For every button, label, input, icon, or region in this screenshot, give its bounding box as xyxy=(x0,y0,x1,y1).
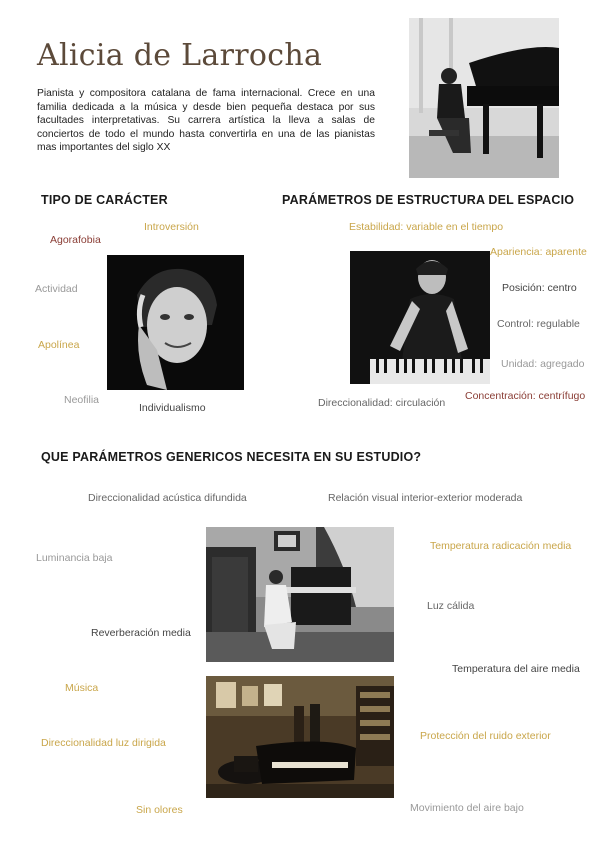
label-direccionalidad: Direccionalidad: circulación xyxy=(318,397,446,409)
label-proteccion-ruido: Protección del ruido exterior xyxy=(420,730,551,742)
label-agorafobia: Agorafobia xyxy=(50,234,101,246)
label-neofilia: Neofilia xyxy=(64,394,100,406)
label-direccionalidad-acustica: Direccionalidad acústica difundida xyxy=(88,492,247,504)
label-luz-calida: Luz cálida xyxy=(427,600,475,612)
photo-studio-grand-piano xyxy=(206,676,394,798)
label-apariencia: Apariencia: aparente xyxy=(490,246,587,258)
label-control: Control: regulable xyxy=(497,318,580,330)
photo-pianist-playing xyxy=(350,251,490,384)
label-luminancia: Luminancia baja xyxy=(36,552,113,564)
photo-studio-upright-piano xyxy=(206,527,394,662)
label-apolinea: Apolínea xyxy=(38,339,80,351)
label-individualismo: Individualismo xyxy=(139,402,206,414)
biography-text: Pianista y compositora catalana de fama internacional. Crece en una familia dedicada a la música y desde bien pequeña destaca por sus facultades interpretativas. Su carrera artística la lleva a salas de conciertos de todo el mundo hasta convertirla en una de las pianistas mas importantes del siglo XX xyxy=(37,88,375,154)
page-title: Alicia de Larrocha xyxy=(37,38,323,73)
label-concentracion: Concentración: centrífugo xyxy=(465,390,586,402)
label-sin-olores: Sin olores xyxy=(136,804,183,816)
label-musica: Música xyxy=(65,682,99,694)
label-direccionalidad-luz: Direccionalidad luz dirigida xyxy=(41,737,166,749)
photo-pianist-grand-piano xyxy=(409,18,559,178)
label-relacion-visual: Relación visual interior-exterior moderada xyxy=(328,492,523,504)
label-temperatura-radiacion: Temperatura radicación media xyxy=(430,540,572,552)
label-temperatura-aire: Temperatura del aire media xyxy=(452,663,580,675)
label-actividad: Actividad xyxy=(35,283,78,295)
label-estabilidad: Estabilidad: variable en el tiempo xyxy=(349,221,504,233)
heading-parametros-genericos: QUE PARÁMETROS GENERICOS NECESITA EN SU ESTUDIO? xyxy=(41,450,422,464)
label-posicion: Posición: centro xyxy=(502,282,577,294)
heading-estructura-espacio: PARÁMETROS DE ESTRUCTURA DEL ESPACIO xyxy=(282,193,575,207)
label-reverberacion: Reverberación media xyxy=(91,627,191,639)
label-introversion: Introversión xyxy=(144,221,199,233)
label-unidad: Unidad: agregado xyxy=(501,358,585,370)
heading-tipo-caracter: TIPO DE CARÁCTER xyxy=(41,193,168,207)
label-movimiento-aire: Movimiento del aire bajo xyxy=(410,802,524,814)
photo-portrait xyxy=(107,255,244,390)
